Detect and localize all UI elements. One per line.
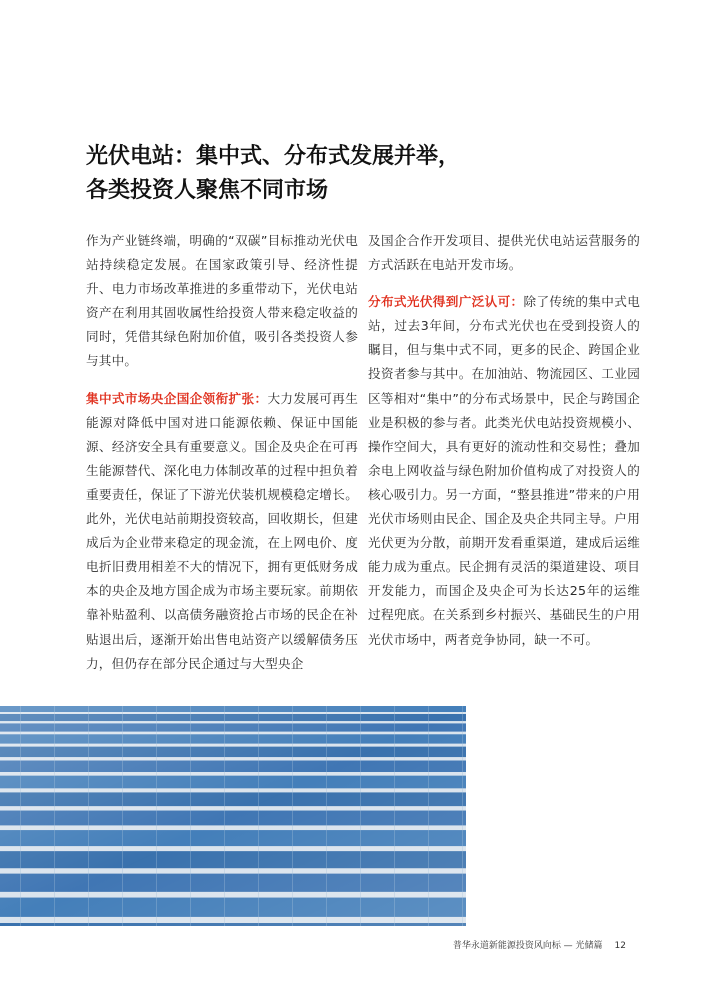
page-number: 12: [614, 941, 626, 951]
distributed-pv-paragraph: [368, 290, 640, 651]
solar-panel-image: [0, 706, 466, 926]
continuation-paragraph: 及国企合作开发项目、提供光伏电站运营服务的方式活跃在电站开发市场。: [368, 233, 640, 273]
left-text-column: [86, 229, 358, 689]
panel-sheen: [0, 706, 466, 926]
page-title-line-2: 各类投资人聚焦不同市场: [86, 178, 329, 203]
centralized-market-paragraph: [86, 387, 358, 676]
right-text-column: [368, 229, 640, 665]
footer-publication-title: 普华永道新能源投资风向标 — 光储篇: [452, 941, 603, 951]
page-title-line-1: 光伏电站：集中式、分布式发展并举，: [86, 144, 461, 169]
distributed-pv-body: 除了传统的集中式电站，过去3年间，分布式光伏也在受到投资人的瞩目，但与集中式不同，更多的民企、跨国企业投资者参与其中。在加油站、物流园区、工业园区等相对“集中”的分布式场景中，民企与跨国企业是积极的参与者。此类光伏电站投资规模小、操作空间大，具有更好的流动性和交易性；叠加余电上网收益与绿色附加价值构成了对投资人的核心吸引力。另一方面，“整县推进”带来的户用光伏市场则由民企、国企及央企共同主导。户用光伏更为分散，前期开发看重渠道，建成后运维能力成为重点。民企拥有灵活的渠道建设、项目开发能力，而国企及央企可为长达25年的运维过程兜底。在关系到乡村振兴、基础民生的户用光伏市场中，两者竞争协同，缺一不可。: [368, 294, 640, 647]
solar-panel-photo: [0, 706, 466, 926]
centralized-market-body: 大力发展可再生能源对降低中国对进口能源依赖、保证中国能源、经济安全具有重要意义。国企及央企在可再生能源替代、深化电力体制改革的过程中担负着重要责任，保证了下游光伏装机规模稳定增长。此外，光伏电站前期投资较高，回收期长，但建成后为企业带来稳定的现金流，在上网电价、度电折旧费用相差不大的情况下，拥有更低财务成本的央企及地方国企成为市场主要玩家。前期依靠补贴盈利、以高债务融资抢占市场的民企在补贴退出后，逐渐开始出售电站资产以缓解债务压力，但仍存在部分民企通过与大型央企: [86, 390, 358, 671]
page-title: [86, 140, 646, 208]
distributed-pv-heading: 分布式光伏得到广泛认可：: [368, 294, 524, 310]
page-footer: [453, 938, 626, 951]
centralized-market-heading: 集中式市场央企国企领衔扩张：: [86, 390, 268, 406]
intro-paragraph: 作为产业链终端，明确的“双碳”目标推动光伏电站持续稳定发展。在国家政策引导、经济性提升、电力市场改革推进的多重带动下，光伏电站资产在利用其固收属性给投资人带来稳定收益的同时，凭借其绿色附加价值，吸引各类投资人参与其中。: [86, 233, 358, 369]
